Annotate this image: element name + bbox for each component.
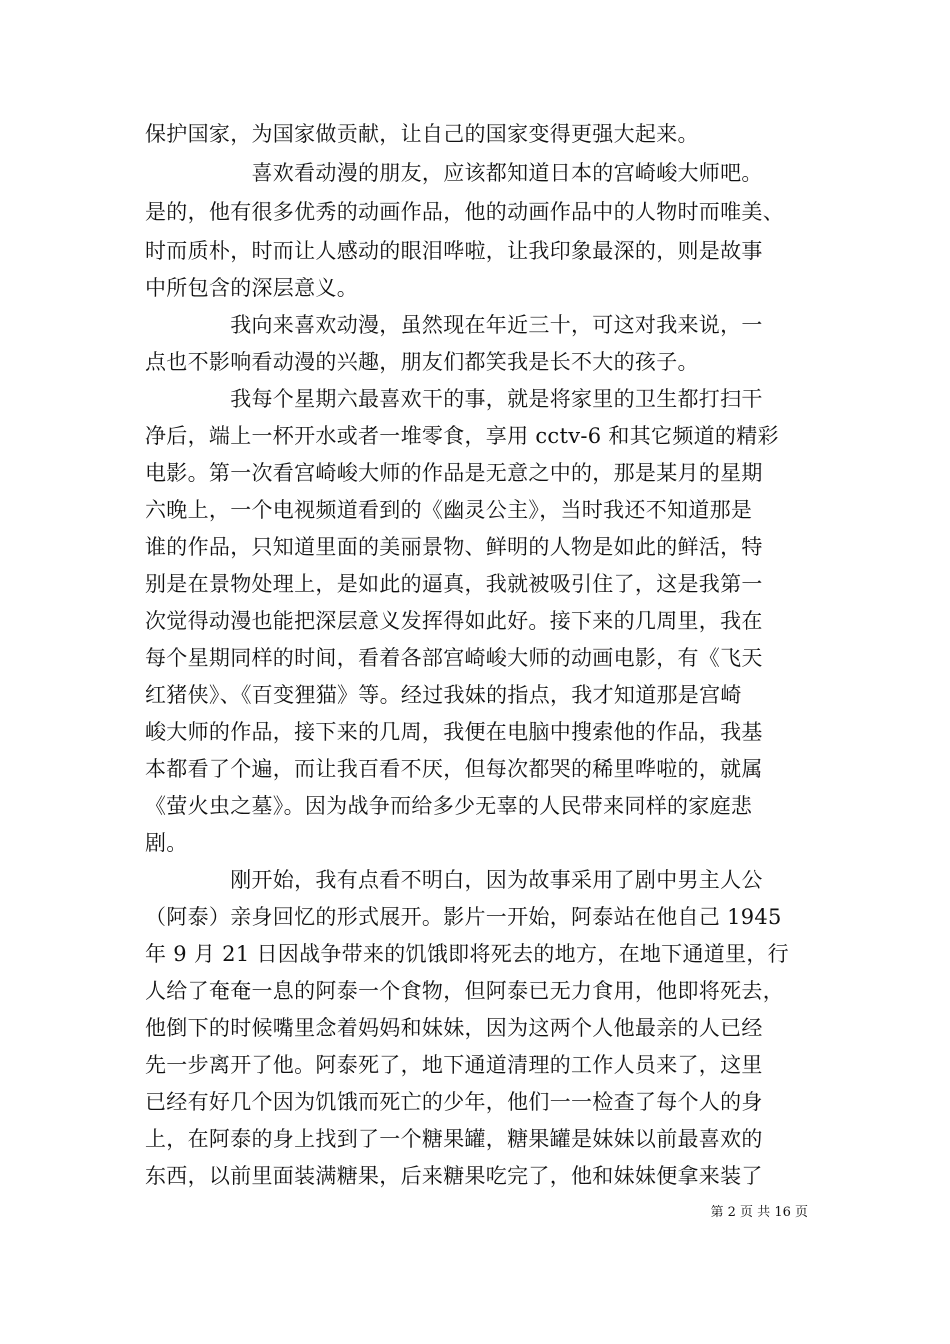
text-line-28: 上，在阿泰的身上找到了一个糖果罐，糖果罐是妹妹以前最喜欢的 — [145, 1127, 763, 1151]
text-line-11: 六晚上，一个电视频道看到的《幽灵公主》，当时我还不知道那是 — [145, 498, 753, 522]
text-line-5: 中所包含的深层意义。 — [145, 276, 358, 300]
text-line-26: 先一步离开了他。阿泰死了，地下通道清理的工作人员来了，这里 — [145, 1053, 763, 1077]
text-line-29: 东西，以前里面装满糖果，后来糖果吃完了，他和妹妹便拿来装了 — [145, 1164, 763, 1188]
text-line-9: 净后，端上一杯开水或者一堆零食，享用 cctv-6 和其它频道的精彩 — [145, 424, 779, 448]
text-line-4: 时而质朴，时而让人感动的眼泪哗啦，让我印象最深的，则是故事 — [145, 239, 763, 263]
text-line-23: 年 9 月 21 日因战争带来的饥饿即将死去的地方，在地下通道里，行 — [145, 942, 789, 966]
text-line-27: 已经有好几个因为饥饿而死亡的少年，他们一一检查了每个人的身 — [145, 1090, 763, 1114]
text-line-6: 我向来喜欢动漫，虽然现在年近三十，可这对我来说，一 — [145, 313, 763, 337]
text-line-19: 《萤火虫之墓》。因为战争而给多少无辜的人民带来同样的家庭悲 — [145, 794, 753, 818]
text-line-14: 次觉得动漫也能把深层意义发挥得如此好。接下来的几周里，我在 — [145, 609, 763, 633]
text-line-25: 他倒下的时候嘴里念着妈妈和妹妹，因为这两个人他最亲的人已经 — [145, 1016, 763, 1040]
text-line-21: 刚开始，我有点看不明白，因为故事采用了剧中男主人公 — [145, 868, 763, 892]
page-number-footer: 第 2 页 共 16 页 — [710, 1205, 808, 1220]
text-line-2: 喜欢看动漫的朋友，应该都知道日本的宫崎峻大师吧。 — [145, 161, 763, 185]
text-line-24: 人给了奄奄一息的阿泰一个食物，但阿泰已无力食用，他即将死去， — [145, 979, 784, 1003]
text-line-10: 电影。第一次看宫崎峻大师的作品是无意之中的，那是某月的星期 — [145, 461, 763, 485]
text-line-15: 每个星期同样的时间，看着各部宫崎峻大师的动画电影，有《飞天 — [145, 646, 763, 670]
text-line-8: 我每个星期六最喜欢干的事，就是将家里的卫生都打扫干 — [145, 387, 763, 411]
text-line-16: 红猪侠》、《百变狸猫》等。经过我妹的指点，我才知道那是宫崎 — [145, 683, 742, 707]
text-line-1: 保护国家，为国家做贡献，让自己的国家变得更强大起来。 — [145, 122, 699, 146]
text-line-3: 是的，他有很多优秀的动画作品，他的动画作品中的人物时而唯美、 — [145, 200, 784, 224]
text-line-12: 谁的作品，只知道里面的美丽景物、鲜明的人物是如此的鲜活，特 — [145, 535, 763, 559]
text-line-7: 点也不影响看动漫的兴趣，朋友们都笑我是长不大的孩子。 — [145, 350, 699, 374]
text-line-17: 峻大师的作品，接下来的几周，我便在电脑中搜索他的作品，我基 — [145, 720, 763, 744]
text-line-13: 别是在景物处理上，是如此的逼真，我就被吸引住了，这是我第一 — [145, 572, 763, 596]
text-line-22: （阿泰）亲身回忆的形式展开。影片一开始，阿泰站在他自己 1945 — [145, 905, 782, 929]
text-line-18: 本都看了个遍，而让我百看不厌，但每次都哭的稀里哗啦的，就属 — [145, 757, 763, 781]
text-line-20: 剧。 — [145, 831, 188, 855]
